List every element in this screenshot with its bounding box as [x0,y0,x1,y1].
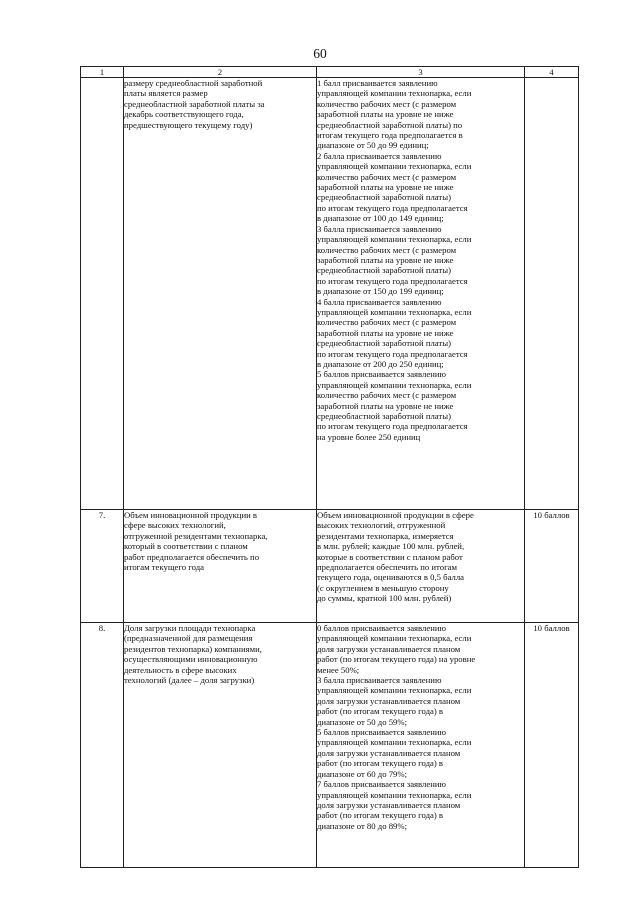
page-number: 60 [313,46,327,61]
row-number [81,78,124,510]
table-row [81,78,579,510]
table-row [81,623,579,868]
max-score: 10 баллов [525,623,579,868]
column-header-3: 3 [317,67,525,78]
row-number: 8. [81,623,124,868]
scoring-method: 1 балл присваивается заявлению управляющей компании технопарка, если количество рабочих мест (с размером заработной платы на уровне не ниже среднеобластной заработной платы) по итогам текущего года предполагается в диапазоне от 50 до 99 единиц; 2 балла присваивается заявлению управляющей компании технопарка, если количество рабочих мест (с размером заработной платы на уровне не ниже среднеобластной заработной платы) по итогам текущего года предполагается в диапазоне от 100 до 149 единиц; 3 балла присваивается заявлению управляющей компании технопарка, если количество рабочих мест (с размером заработной платы на уровне не ниже среднеобластной заработной платы) по итогам текущего года предполагается в диапазоне от 150 до 199 единиц; 4 балла присваивается заявлению управляющей компании технопарка, если количество рабочих мест (с размером заработной платы на уровне не ниже среднеобластной заработной платы) по итогам текущего года предполагается в диапазоне от 200 до 250 единиц; 5 баллов присваивается заявлению управляющей компании технопарка, если количество рабочих мест (с размером заработной платы на уровне не ниже среднеобластной заработной платы) по итогам текущего года предполагается на уровне более 250 единиц [317,78,525,510]
criterion-name: Доля загрузки площади технопарка (предназначенной для размещения резидентов технопарка) компаниями, осуществляющими инновационную деятельность в сфере высоких технологий (далее – доля загрузки) [124,623,317,868]
column-header-4: 4 [525,67,579,78]
scoring-method: 0 баллов присваивается заявлению управляющей компании технопарка, если доля загрузки устанавливается планом работ (по итогам текущего года) на уровне менее 50%; 3 балла присваивается заявлению управляющей компании технопарка, если доля загрузки устанавливается планом работ (по итогам текущего года) в диапазоне от 50 до 59%; 5 баллов присваивается заявлению управляющей компании технопарка, если доля загрузки устанавливается планом работ (по итогам текущего года) в диапазоне от 60 до 79%; 7 баллов присваивается заявлению управляющей компании технопарка, если доля загрузки устанавливается планом работ (по итогам текущего года) в диапазоне от 80 до 89%; [317,623,525,868]
table-row [81,510,579,623]
table-header-row [81,67,579,78]
column-header-1: 1 [81,67,124,78]
criterion-name: размеру среднеобластной заработной платы является размер среднеобластной заработной платы за декабрь соответствующего года, предшествующего текущему году) [124,78,317,510]
column-header-2: 2 [124,67,317,78]
max-score: 10 баллов [525,510,579,623]
row-number: 7. [81,510,124,623]
criterion-name: Объем инновационной продукции в сфере высоких технологий, отгруженной резидентами технопарка, который в соответствии с планом работ предполагается обеспечить по итогам текущего года [124,510,317,623]
max-score [525,78,579,510]
criteria-table [80,66,579,868]
scoring-method: Объем инновационной продукции в сфере высоких технологий, отгруженной резидентами технопарка, измеряется в млн. рублей; каждые 100 млн. рублей, которые в соответствии с планом работ предполагается обеспечить по итогам текущего года, оцениваются в 0,5 балла (с округлением в меньшую сторону до суммы, кратной 100 млн. рублей) [317,510,525,623]
